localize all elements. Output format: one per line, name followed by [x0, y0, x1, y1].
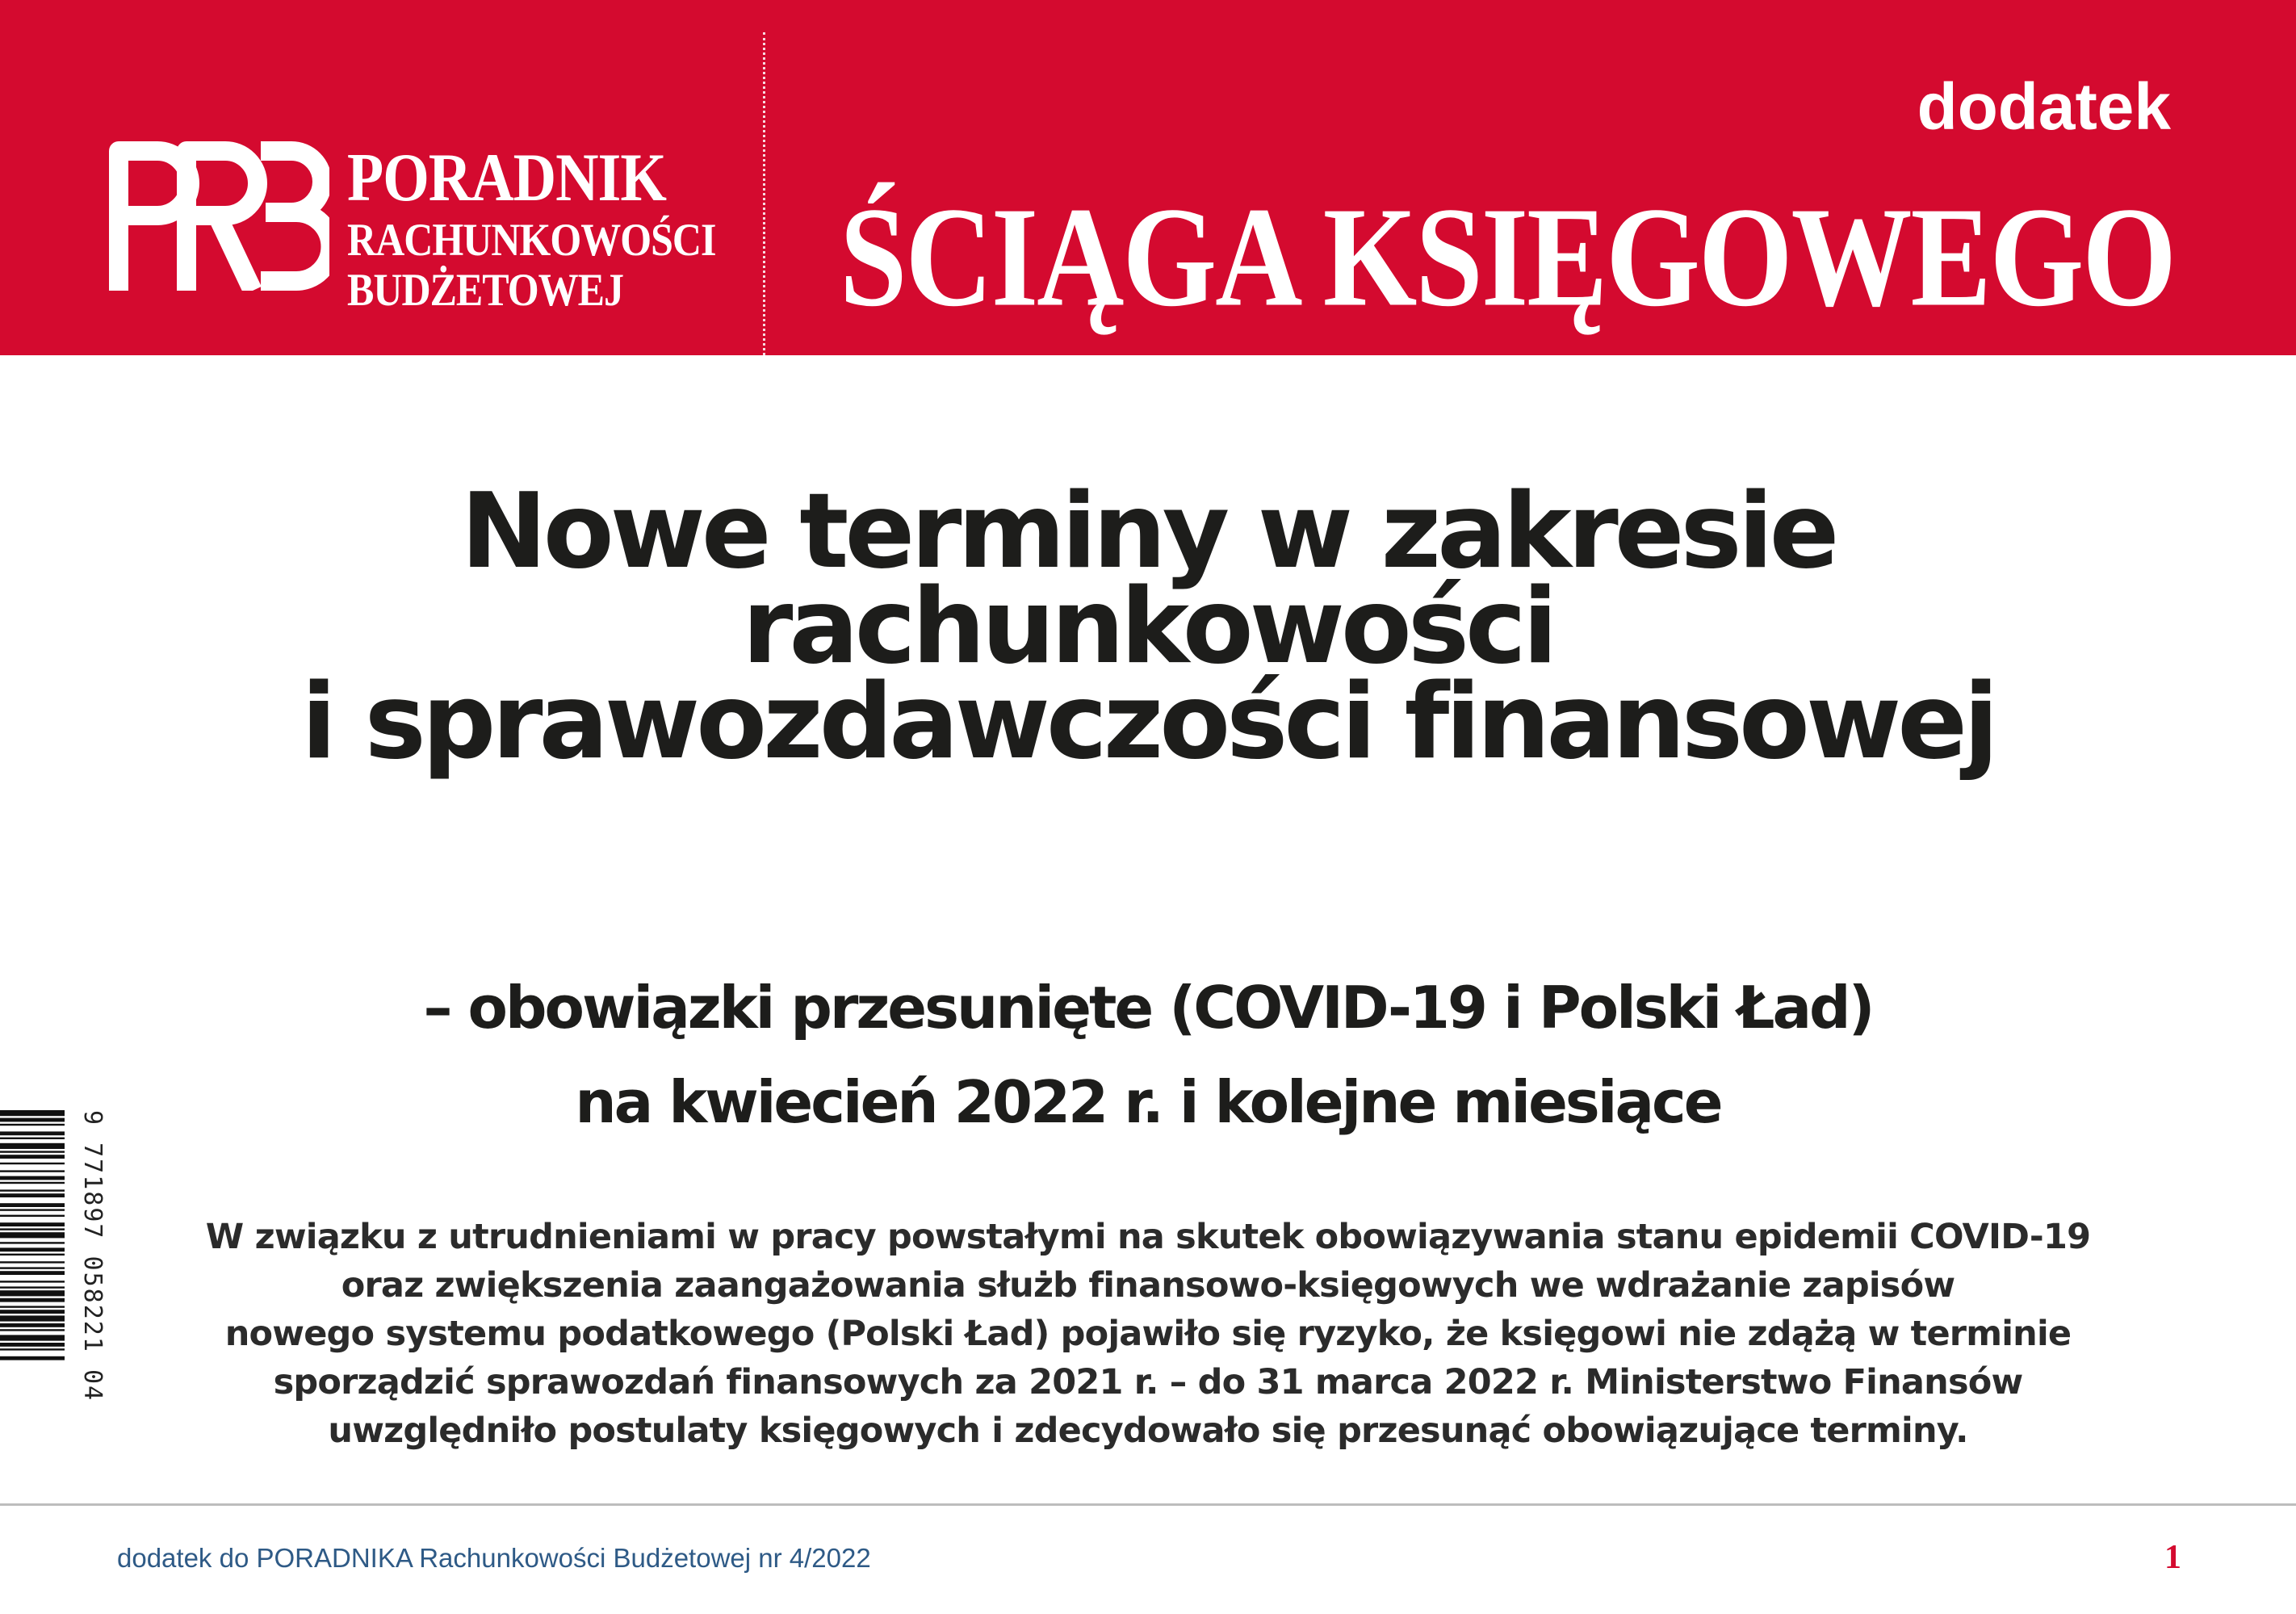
headline-line: Nowe terminy w zakresie	[460, 472, 1836, 592]
lead-paragraph	[0, 1213, 2296, 1455]
prb-logo-icon	[107, 141, 329, 291]
supplement-label: dodatek	[1917, 70, 2171, 144]
barcode-icon	[0, 1110, 65, 1510]
subheadline	[0, 961, 2296, 1150]
lead-line: W związku z utrudnieniami w pracy powstałymi na skutek obowiązywania stanu epidemii COVID-19	[205, 1217, 2091, 1257]
lead-line: nowego systemu podatkowego (Polski Ład) pojawiło się ryzyko, że księgowi nie zdążą w terminie	[224, 1314, 2072, 1354]
logo-line-rachunkowosci: RACHUNKOWOŚCI	[347, 213, 716, 266]
page-number: 1	[2164, 1539, 2181, 1576]
footer-text: dodatek do PORADNIKA Rachunkowości Budżetowej nr 4/2022	[117, 1543, 871, 1573]
logo-line-poradnik: PORADNIK	[347, 140, 666, 216]
supplement-title: ŚCIĄGA KSIĘGOWEGO	[840, 178, 2175, 337]
barcode-digits: 9 771897 058221 04	[78, 1110, 107, 1402]
logo-wordmark	[347, 140, 716, 316]
lead-line: sporządzić sprawozdań finansowych za 2021 r. – do 31 marca 2022 r. Ministerstwo Finansów	[273, 1362, 2023, 1402]
header-banner	[0, 0, 2296, 355]
subheadline-line: na kwiecień 2022 r. i kolejne miesiące	[575, 1068, 1721, 1136]
headline-line: rachunkowości	[742, 567, 1554, 687]
headline	[0, 472, 2296, 782]
footer-divider	[0, 1503, 2296, 1506]
logo-line-budzetowej: BUDŻETOWEJ	[347, 263, 623, 316]
headline-line: i sprawozdawczości finansowej	[301, 662, 1995, 782]
banner-divider	[763, 32, 765, 355]
lead-line: uwzględniło postulaty księgowych i zdecydowało się przesunąć obowiązujące terminy.	[328, 1411, 1968, 1451]
lead-line: oraz zwiększenia zaangażowania służb finansowo-księgowych we wdrażanie zapisów	[341, 1265, 1955, 1306]
subheadline-line: – obowiązki przesunięte (COVID-19 i Polski Ład)	[423, 974, 1873, 1042]
